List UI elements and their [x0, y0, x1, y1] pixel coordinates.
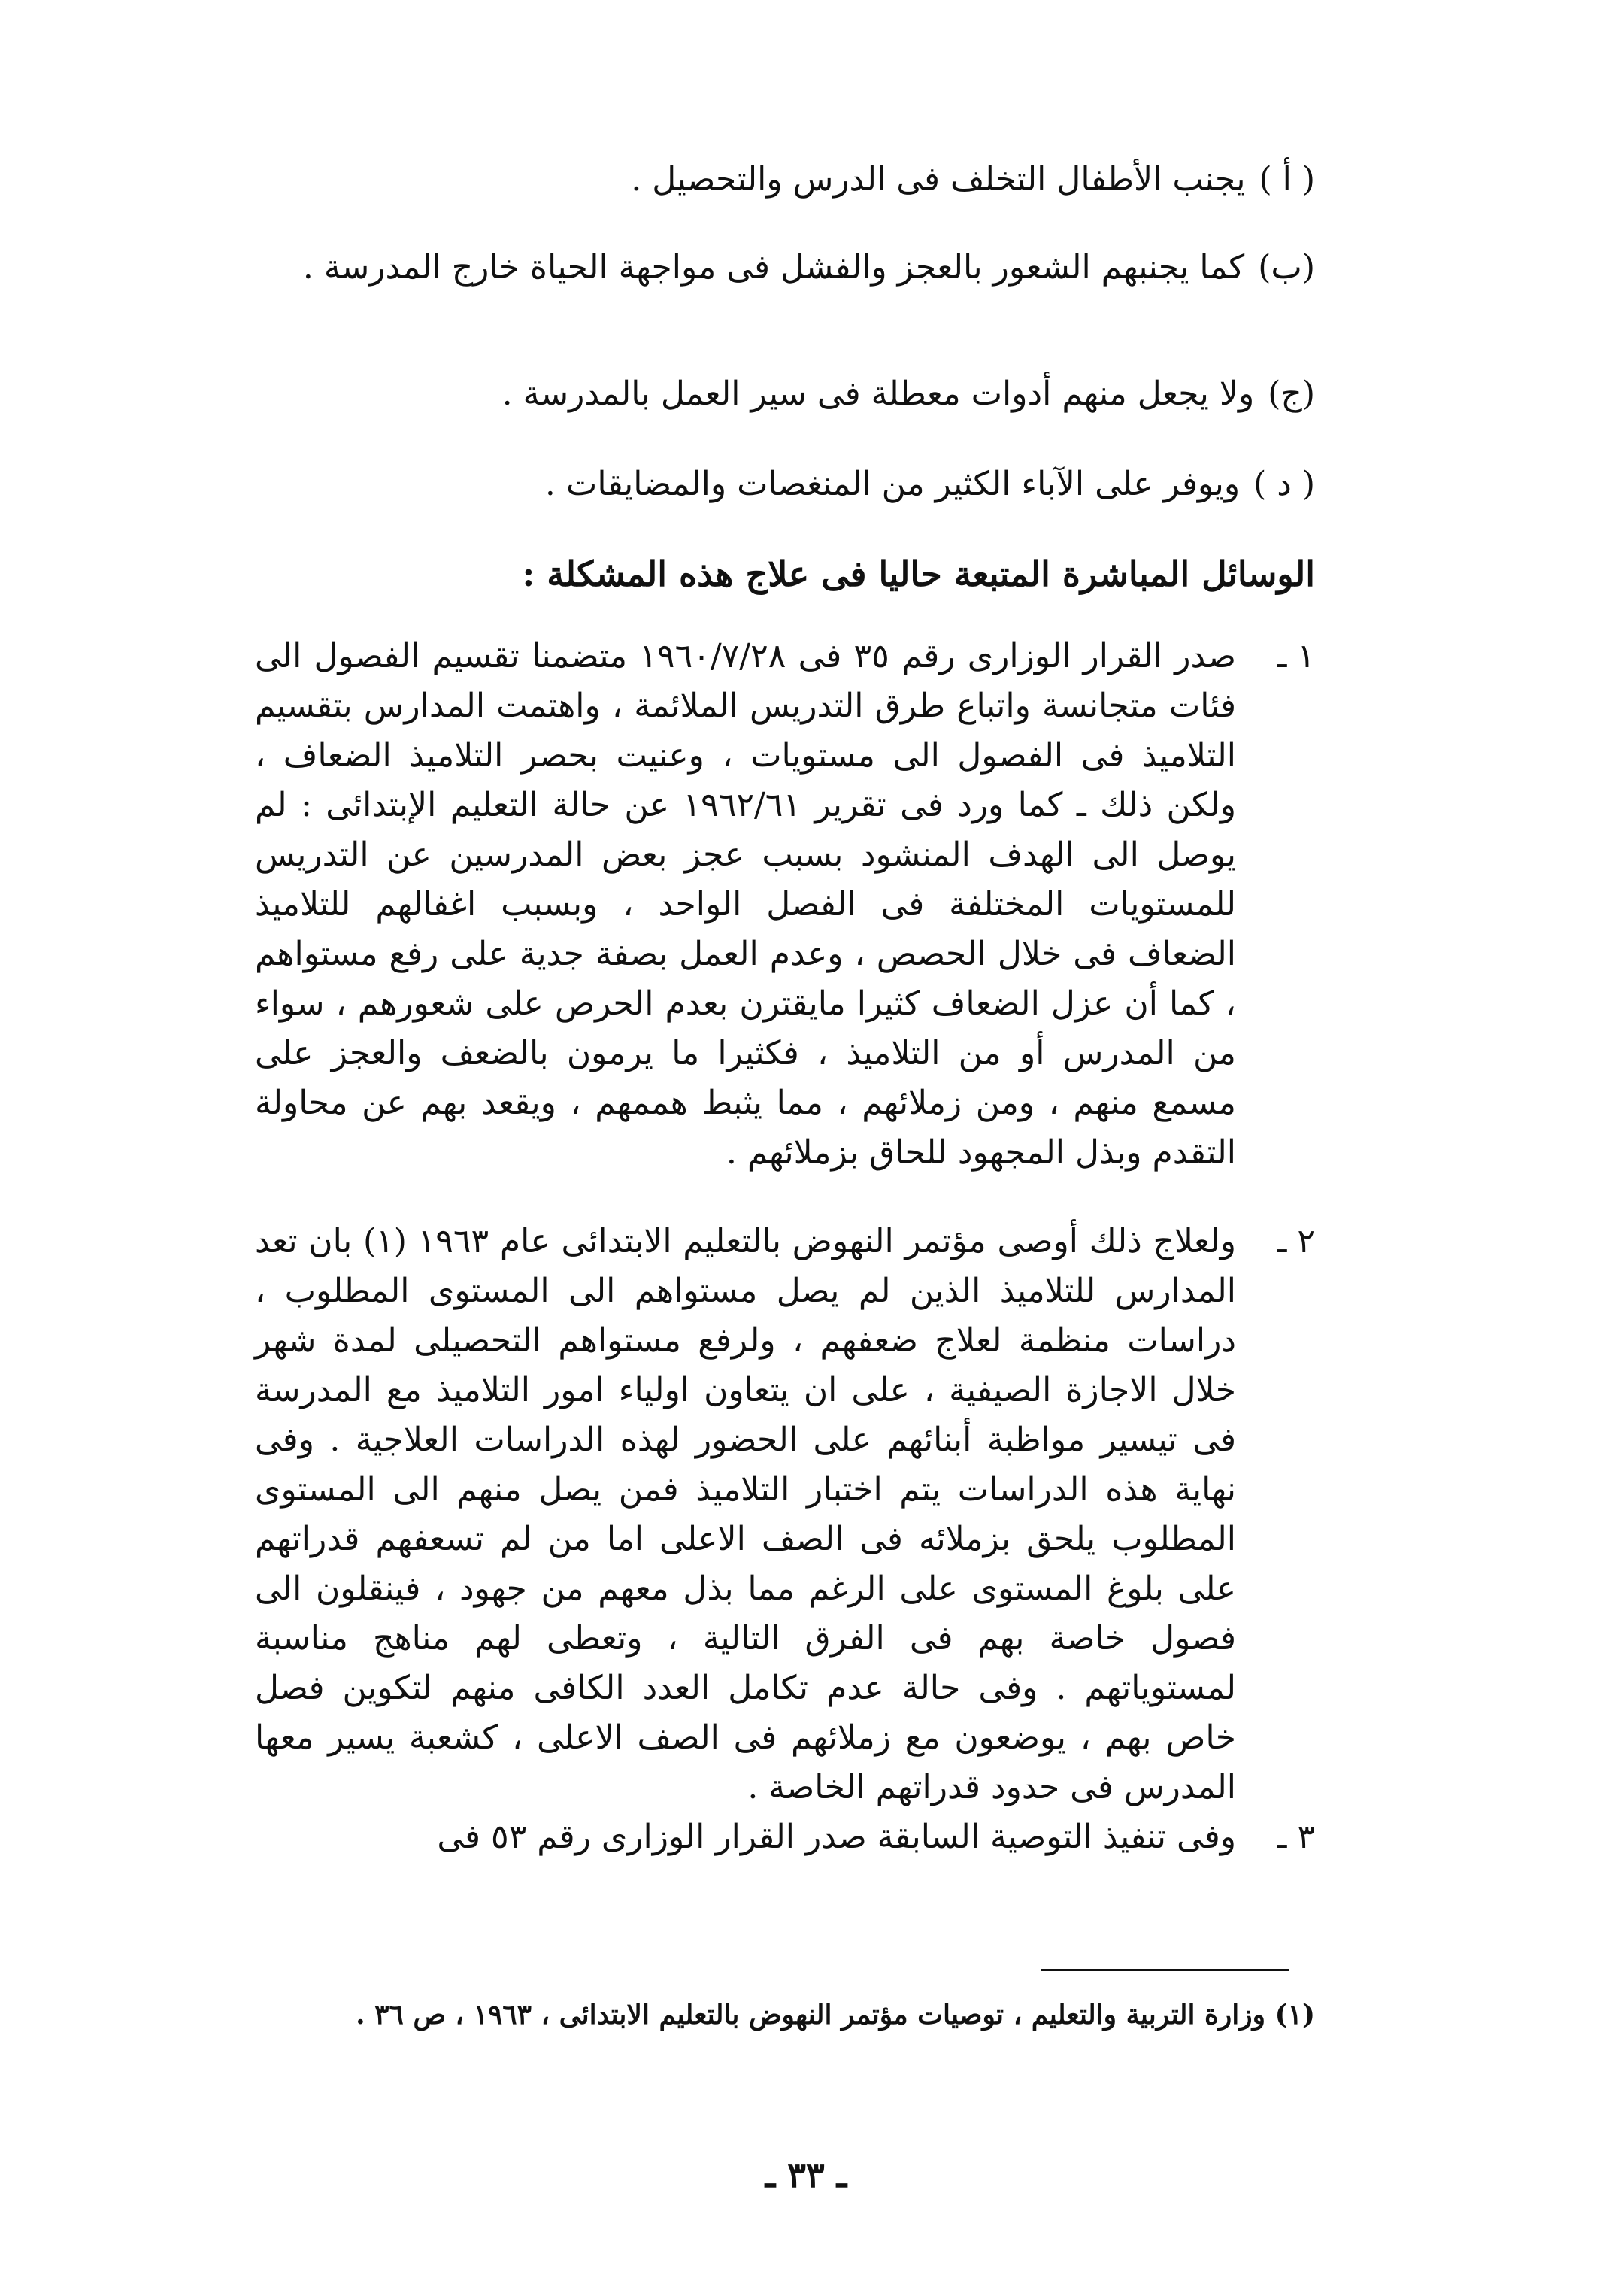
list-item-text: كما يجنبهم الشعور بالعجز والفشل فى مواجهة الحياة خارج المدرسة . [302, 248, 1245, 287]
list-item-b [262, 242, 1315, 293]
paragraph-number: ٢ ـ [1277, 1222, 1315, 1260]
paragraph-number: ١ ـ [1277, 637, 1315, 675]
list-item-text: ويوفر على الآباء الكثير من المنغصات والمضايقات . [544, 465, 1241, 503]
numbered-paragraph-1 [255, 632, 1315, 1178]
paragraph-number: ٣ ـ [1277, 1818, 1315, 1856]
list-marker: (ج) [1268, 375, 1315, 413]
list-marker: ( أ ) [1259, 160, 1315, 199]
footnote-separator [1041, 1969, 1289, 1971]
list-marker: (ب) [1258, 248, 1315, 287]
numbered-paragraph-3 [255, 1812, 1315, 1862]
footnote: (١) وزارة التربية والتعليم ، توصيات مؤتمر النهوض بالتعليم الابتدائى ، ١٩٦٣ ، ص ٣٦ . [356, 1999, 1315, 2031]
section-heading: الوسائل المباشرة المتبعة حاليا فى علاج هذه المشكلة : [522, 554, 1315, 594]
paragraph-text: وفى تنفيذ التوصية السابقة صدر القرار الوزارى رقم ٥٣ فى [437, 1818, 1236, 1856]
page-number: ـ ٣٣ ـ [765, 2155, 847, 2195]
list-item-a [262, 154, 1315, 205]
paragraph-text: ولعلاج ذلك أوصى مؤتمر النهوض بالتعليم الابتدائى عام ١٩٦٣ (١) بان تعد المدارس للتلاميذ الذين لم يصل مستواهم الى المستوى المطلوب ، دراسات منظمة لعلاج ضعفهم ، ولرفع مستواهم التحصيلى لمدة شهر خلال الاجازة الصيفية ، على ان يتعاون اولياء امور التلاميذ مع المدرسة فى تيسير مواظبة أبنائهم على الحضور لهذه الدراسات العلاجية . وفى نهاية هذه الدراسات يتم اختبار التلاميذ فمن يصل منهم الى المستوى المطلوب يلحق بزملائه فى الصف الاعلى اما من لم تسعفهم قدراتهم على بلوغ المستوى على الرغم مما بذل معهم من جهود ، فينقلون الى فصول خاصة بهم فى الفرق التالية ، وتعطى لهم مناهج مناسبة لمستوياتهم . وفى حالة عدم تكامل العدد الكافى منهم لتكوين فصل خاص بهم ، يوضعون مع زملائهم فى الصف الاعلى ، كشعبة يسير معها المدرس فى حدود قدراتهم الخاصة . [255, 1222, 1236, 1806]
numbered-paragraph-2 [255, 1217, 1315, 1812]
list-item-text: يجنب الأطفال التخلف فى الدرس والتحصيل . [631, 160, 1246, 199]
list-item-c [262, 369, 1315, 420]
list-item-d [262, 459, 1315, 510]
list-item-text: ولا يجعل منهم أدوات معطلة فى سير العمل بالمدرسة . [501, 375, 1255, 413]
paragraph-text: صدر القرار الوزارى رقم ٣٥ فى ١٩٦٠/٧/٢٨ متضمنا تقسيم الفصول الى فئات متجانسة واتباع طرق التدريس الملائمة ، واهتمت المدارس بتقسيم التلاميذ فى الفصول الى مستويات ، وعنيت بحصر التلاميذ الضعاف ، ولكن ذلك ـ كما ورد فى تقرير ١٩٦٢/٦١ عن حالة التعليم الإبتدائى : لم يوصل الى الهدف المنشود بسبب عجز بعض المدرسين عن التدريس للمستويات المختلفة فى الفصل الواحد ، وبسبب اغفالهم للتلاميذ الضعاف فى خلال الحصص ، وعدم العمل بصفة جدية على رفع مستواهم ، كما أن عزل الضعاف كثيرا مايقترن بعدم الحرص على شعورهم ، سواء من المدرس أو من التلاميذ ، فكثيرا ما يرمون بالضعف والعجز على مسمع منهم ، ومن زملائهم ، مما يثبط هممهم ، ويقعد بهم عن محاولة التقدم وبذل المجهود للحاق بزملائهم . [255, 637, 1237, 1172]
list-marker: ( د ) [1253, 465, 1315, 503]
